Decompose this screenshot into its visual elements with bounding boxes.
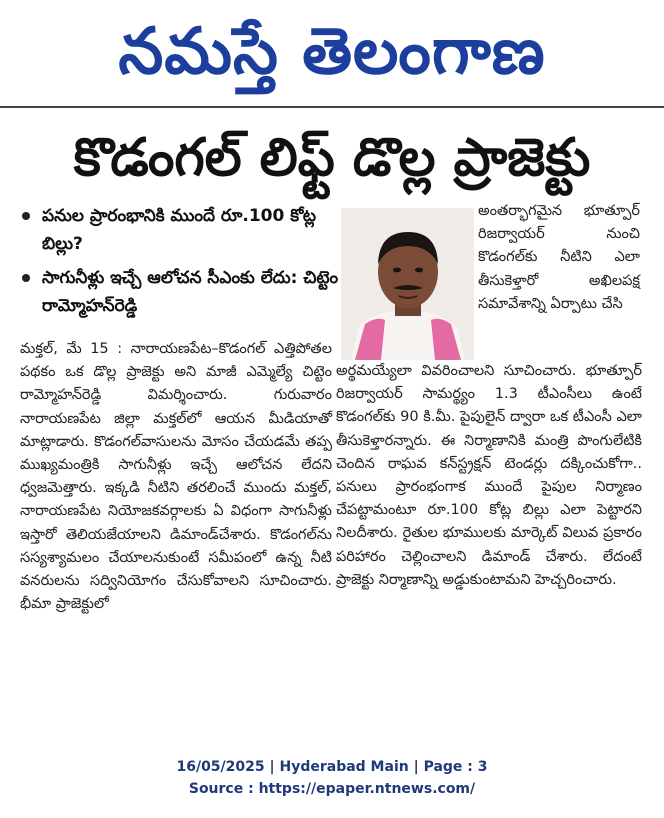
subheads <box>22 202 342 326</box>
person-photo-illustration <box>341 208 474 360</box>
subhead-item <box>22 202 342 258</box>
article-right-column-top: అంతర్భాగమైన భూత్పూర్ రిజర్వాయర్ నుంచి కొడంగల్‌కు నీటిని ఎలా తీసుకెళ్తారో అఖిలపక్ష సమావేశాన్ని ఏర్పాటు చేసి <box>478 203 640 312</box>
footer <box>0 756 664 800</box>
footer-edition-line: 16/05/2025 | Hyderabad Main | Page : 3 <box>176 759 488 775</box>
subhead-text: సాగునీళ్లు ఇచ్చే ఆలోచన సీఎంకు లేదు: చిట్టెం రామ్మోహన్‌రెడ్డి <box>42 268 339 316</box>
headline: కొడంగల్ లిఫ్ట్ డొల్ల ప్రాజెక్టు <box>73 128 591 188</box>
masthead-divider <box>0 106 664 108</box>
bullet-icon <box>22 212 30 220</box>
bullet-icon <box>22 274 30 282</box>
masthead <box>0 0 664 108</box>
article-right-column-bottom: అర్థమయ్యేలా వివరించాలని సూచించారు. భూత్పూర్ రిజర్వాయర్ సామర్థ్యం 1.3 టీఎంసీలు ఉంటే కొడంగల్‌కు 90 కి.మీ. పైపులైన్ ద్వారా ఒక టీఎంసీ ఎలా తీసుకెళ్తారన్నారు. ఈ నిర్మాణానికి మంత్రి పొంగులేటికి చెందిన రాఘవ కన్‌స్ట్రక్షన్ టెండర్లు దక్కించుకోగా.. పనులు ప్రారంభంగాక ముందే పైపుల నిర్మాణం చేపట్టామంటూ రూ.100 కోట్ల బిల్లు ఎలా పెట్టారని నిలదీశారు. రైతుల భూములకు మార్కెట్ విలువ ప్రకారం పరిహారం చెల్లించాలని డిమాండ్ చేశారు. లేదంటే ప్రాజెక్టు నిర్మాణాన్ని అడ్డుకుంటామని హెచ్చరించారు. <box>336 363 642 588</box>
subhead-item <box>22 264 342 320</box>
footer-source-line: Source : https://epaper.ntnews.com/ <box>188 781 476 797</box>
subhead-text: పనుల ప్రారంభానికి ముందే రూ.100 కోట్ల బిల్లు? <box>42 206 316 254</box>
masthead-title: నమస్తే తెలంగాణ <box>118 15 546 89</box>
person-photo <box>341 208 474 360</box>
article-left-column: మక్తల్, మే 15 : నారాయణపేట–కొడంగల్ ఎత్తిపోతల పథకం ఒక డొల్ల ప్రాజెక్టు అని మాజీ ఎమ్మెల్యే చిట్టెం రామ్మోహన్‌రెడ్డి విమర్శించారు. గురువారం నారాయణపేట జిల్లా మక్తల్‌లో ఆయన మీడియాతో మాట్లాడారు. కొడంగల్‌వాసులను మోసం చేయడమే తప్ప ముఖ్యమంత్రికి సాగునీళ్లు ఇచ్చే ఆలోచన లేదని ధ్వజమెత్తారు. ఇక్కడి నీటిని తరలించే ముందు మక్తల్, నారాయణపేట నియోజకవర్గాలకు ఏ విధంగా సాగునీళ్లు ఇస్తారో తెలియజేయాలని డిమాండ్‌చేశారు. కొడంగల్‌ను సస్యశ్యామలం చేయాలనుకుంటే సమీపంలో ఉన్న నీటి వనరులను సద్వినియోగం చేసుకోవాలని సూచించారు. భీమా ప్రాజెక్టులో <box>20 341 332 613</box>
